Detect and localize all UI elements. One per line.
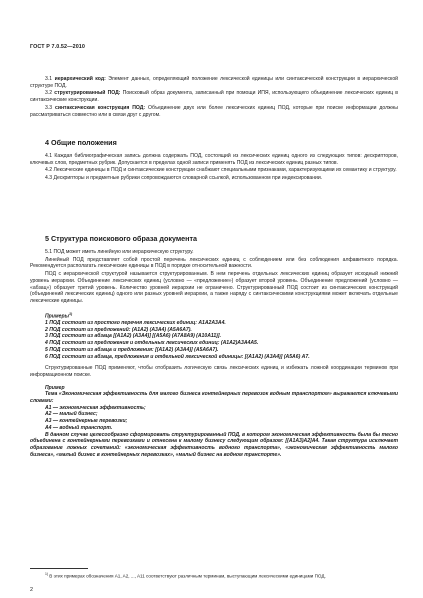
paragraph-4-3: 4.3 Дескрипторы и предметные рубрики сопровождаются словарной ссылкой, использованном при индексировании. xyxy=(45,175,323,182)
example-item: 6 ПОД состоит из абзаца, предложения и отдельной лексической единицы: [(A1A2) (A3A4)] (A5A6) A7. xyxy=(45,353,310,360)
paragraph-4-1: 4.1 Каждая библиографическая запись должна содержать ПОД, состоящий из лексических единиц одного из следующих типов: дескрипторов, ключевых слов, предметных рубрик. Допускается в пределах одной записи применять ПОД из лексических единиц разных типов. xyxy=(30,153,398,166)
section-4 xyxy=(30,138,398,182)
footnote: $^{1)}$ В этих примерах обозначения A1, A2, ..., A11 соответствуют различным терминам, выступающим лексическими единицами ПОД. xyxy=(45,572,326,579)
footnote-divider xyxy=(30,568,88,569)
term-item: A2 — малый бизнес; xyxy=(45,411,98,418)
examples-heading: Примеры$^{1)}$ xyxy=(45,311,73,320)
paragraph-4-2: 4.2 Лексические единицы в ПОД и синтаксические конструкции снабжают специальными признаками, характеризующими их семантику и структуру. xyxy=(45,167,397,174)
definition-3-3: 3.3 синтаксическая конструкция ПОД: Объединение двух или более лексических единиц ПОД, которые при поиске информации должны рассматриваться совместно или в связи друг с другом. xyxy=(30,104,398,118)
page-number: 2 xyxy=(30,587,33,593)
example-item: 2 ПОД состоит из предложений: (A1A2) (A3A4) (A5A6A7). xyxy=(45,326,192,333)
section-5-title: 5 Структура поискового образа документа xyxy=(45,234,198,243)
paragraph-hierarchical: ПОД с иерархической структурой называется структурированным. В нем перечень отдельных лексических единиц образует исходный нижний уровень иерархии. Объединение лексических единиц (условно — «предложение») образует второй уровень. Объединение предложений (условно — «абзац») образует третий уровень. Количество уровней иерархии не ограничено. Структурированный ПОД состоит из синтаксических конструкций (объединений лексических единиц) одного или разных уровней иерархии, а также наряду с синтаксическими конструкциями может включать отдельные лексические единицы. xyxy=(30,271,398,304)
example-item: 4 ПОД состоит из предложения и отдельных лексических единиц: (A1A2)A3A4A5. xyxy=(45,340,259,347)
standard-code: ГОСТ Р 7.0.52—2010 xyxy=(30,44,85,50)
examples-list xyxy=(30,320,398,360)
term-item: A1 — экономическая эффективность; xyxy=(45,404,146,411)
paragraph-5-1: 5.1 ПОД может иметь линейную или иерархическую структуру. xyxy=(45,249,194,255)
example2-heading: Пример xyxy=(45,384,65,391)
term-item: A3 — контейнерные перевозки; xyxy=(45,418,128,425)
example-item: 3 ПОД состоит из абзаца [(A1A2) (A3A4)] [(A5A6) (A7A8A9) (A10A11)]. xyxy=(45,333,221,340)
section-5 xyxy=(30,234,398,458)
example2-terms xyxy=(30,405,398,432)
example-item: 1 ПОД состоит из простого перечня лексических единиц: A1A2A3A4. xyxy=(45,320,226,327)
example2-theme: Тема «Экономическая эффективность для малого бизнеса контейнерных перевозок водным транспортом» выражается ключевыми словами: xyxy=(30,391,398,405)
example-item: 5 ПОД состоит из абзаца и предложения: [(A1A2) (A3A4)] (A5A6A7). xyxy=(45,346,219,353)
term-item: A4 — водный транспорт. xyxy=(45,424,113,431)
definition-3-2: 3.2 структурированный ПОД: Поисковый образ документа, записанный при помощи ИПЯ, использующего объединение лексических единиц в синтаксические конструкции. xyxy=(30,90,398,104)
example2-conclusion: В данном случае целесообразно сформировать структурированный ПОД, в котором экономическая эффективность была бы тесно объединена с контейнерными перевозками и отнесена к малому бизнесу следующим образом: [(A1A3)A2]A4. Такая структура исключает образование ложных сочетаний: «экономическая эффективность водного транспорта», «экономическая эффективность малого бизнеса», «малый бизнес в контейнерных перевозках», «малый бизнес на водном транспорте». xyxy=(30,431,398,458)
section-4-title: 4 Общие положения xyxy=(45,138,117,147)
definition-3-1: 3.1 иерархический код: Элемент данных, определяющий положение лексической единицы или синтаксической конструкции в иерархической структуре ПОД. xyxy=(30,76,398,89)
paragraph-structured-purpose: Структурированные ПОД применяют, чтобы отобразить логическую связь лексических единиц и избежать ложной координации терминов при информационном поиске. xyxy=(30,365,398,378)
paragraph-linear: Линейный ПОД представляет собой простой перечень лексических единиц с соблюдением или без соблюдения алфавитного порядка. Рекомендуется располагать лексические единицы в ПОД в порядке относительной важности. xyxy=(30,256,398,270)
definitions-block xyxy=(30,76,398,118)
